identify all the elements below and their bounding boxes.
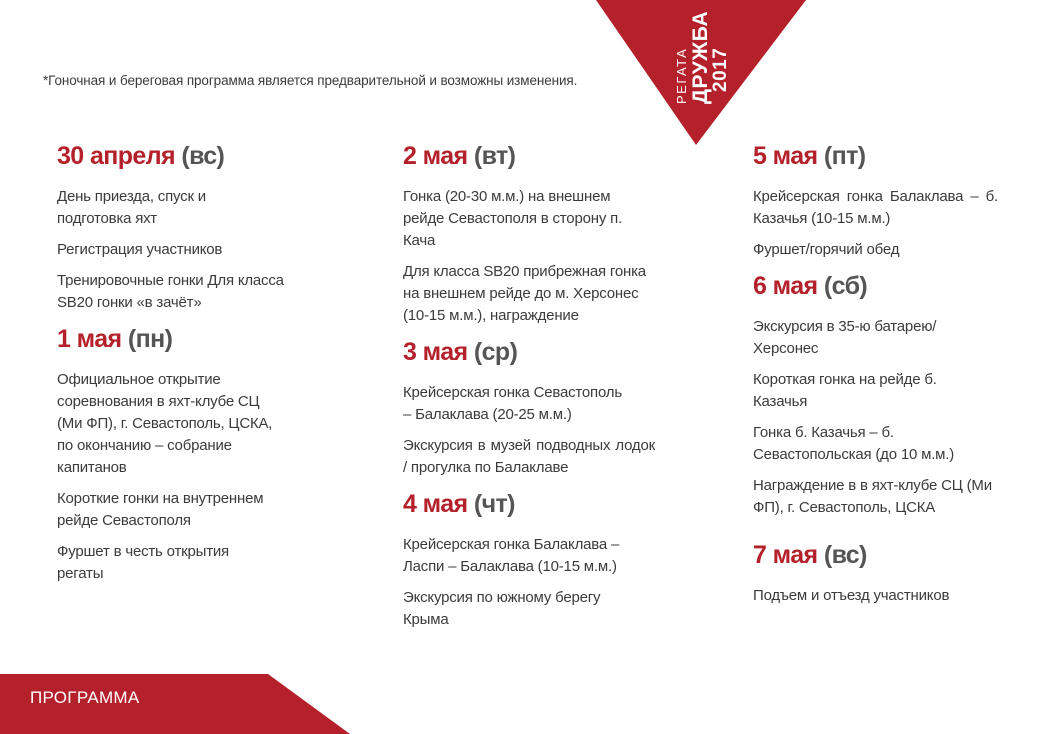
day-block bbox=[753, 270, 1003, 519]
day-heading bbox=[753, 539, 1003, 571]
day-weekday: (сб) bbox=[823, 272, 868, 300]
day-heading bbox=[57, 323, 307, 355]
day-heading bbox=[403, 488, 663, 520]
schedule-column-1 bbox=[57, 140, 307, 594]
day-date: 3 мая bbox=[403, 338, 468, 366]
footer-label: ПРОГРАММА bbox=[30, 688, 140, 707]
schedule-column-3 bbox=[753, 140, 1003, 616]
day-block bbox=[57, 323, 307, 585]
regatta-logo bbox=[596, 0, 806, 145]
day-weekday: (вс) bbox=[823, 541, 867, 569]
day-weekday: (пн) bbox=[127, 325, 173, 353]
day-date: 30 апреля bbox=[57, 142, 176, 170]
schedule-item: Экскурсия в 35-ю батарею/ Херсонес bbox=[753, 318, 937, 357]
day-weekday: (пт) bbox=[823, 142, 866, 170]
day-weekday: (вт) bbox=[473, 142, 516, 170]
schedule-item: Гонка б. Казачья – б. Севастопольская (до 10 м.м.) bbox=[753, 424, 955, 463]
day-date: 4 мая bbox=[403, 490, 468, 518]
day-date: 7 мая bbox=[753, 541, 818, 569]
day-heading bbox=[403, 336, 663, 368]
schedule-column-2 bbox=[403, 140, 663, 640]
schedule-item: Гонка (20-30 м.м.) на внешнем рейде Севастополя в сторону п. Кача bbox=[403, 188, 622, 249]
logo-line3: 2017 bbox=[710, 47, 731, 92]
schedule-item: Крейсерская гонка Балаклава – б. Казачья (10-15 м.м.) bbox=[753, 188, 998, 227]
day-heading bbox=[753, 140, 1003, 172]
schedule-item: Фуршет в честь открытия регаты bbox=[57, 543, 229, 582]
schedule-item: Фуршет/горячий обед bbox=[753, 241, 900, 258]
day-weekday: (ср) bbox=[473, 338, 518, 366]
day-date: 6 мая bbox=[753, 272, 818, 300]
day-block bbox=[753, 539, 1003, 607]
disclaimer-note: *Гоночная и береговая программа является предварительной и возможны изменения. bbox=[43, 73, 578, 88]
day-block bbox=[753, 140, 1003, 261]
day-date: 5 мая bbox=[753, 142, 818, 170]
day-block bbox=[403, 336, 663, 479]
schedule-item: Экскурсия по южному берегу Крыма bbox=[403, 589, 601, 628]
schedule-item: Экскурсия в музей подводных лодок / прогулка по Балаклаве bbox=[403, 437, 655, 476]
day-heading bbox=[403, 140, 663, 172]
schedule-item: День приезда, спуск и подготовка яхт bbox=[57, 188, 206, 227]
day-weekday: (вс) bbox=[181, 142, 225, 170]
schedule-item: Регистрация участников bbox=[57, 241, 223, 258]
schedule-item: Награждение в в яхт-клубе СЦ (Ми ФП), г. Севастополь, ЦСКА bbox=[753, 477, 992, 516]
day-heading bbox=[753, 270, 1003, 302]
day-weekday: (чт) bbox=[473, 490, 515, 518]
day-block bbox=[403, 140, 663, 327]
logo-line1: РЕГАТА bbox=[674, 47, 689, 104]
schedule-item: Крейсерская гонка Балаклава – Ласпи – Балаклава (10-15 м.м.) bbox=[403, 536, 620, 575]
day-date: 1 мая bbox=[57, 325, 122, 353]
schedule-item: Тренировочные гонки Для класса SB20 гонки «в зачёт» bbox=[57, 272, 284, 311]
schedule-item: Для класса SB20 прибрежная гонка на внешнем рейде до м. Херсонес (10-15 м.м.), награждение bbox=[403, 263, 646, 324]
day-heading bbox=[57, 140, 307, 172]
schedule-item: Официальное открытие соревнования в яхт-клубе СЦ (Ми ФП), г. Севастополь, ЦСКА, по окончанию – собрание капитанов bbox=[57, 371, 273, 476]
schedule-item: Короткие гонки на внутреннем рейде Севастополя bbox=[57, 490, 264, 529]
schedule-item: Подъем и отъезд участников bbox=[753, 587, 950, 604]
schedule-item: Крейсерская гонка Севастополь – Балаклава (20-25 м.м.) bbox=[403, 384, 622, 423]
schedule-item: Короткая гонка на рейде б. Казачья bbox=[753, 371, 937, 410]
day-block bbox=[403, 488, 663, 631]
day-date: 2 мая bbox=[403, 142, 468, 170]
logo-line2: ДРУЖБА bbox=[689, 10, 712, 104]
day-block bbox=[57, 140, 307, 314]
